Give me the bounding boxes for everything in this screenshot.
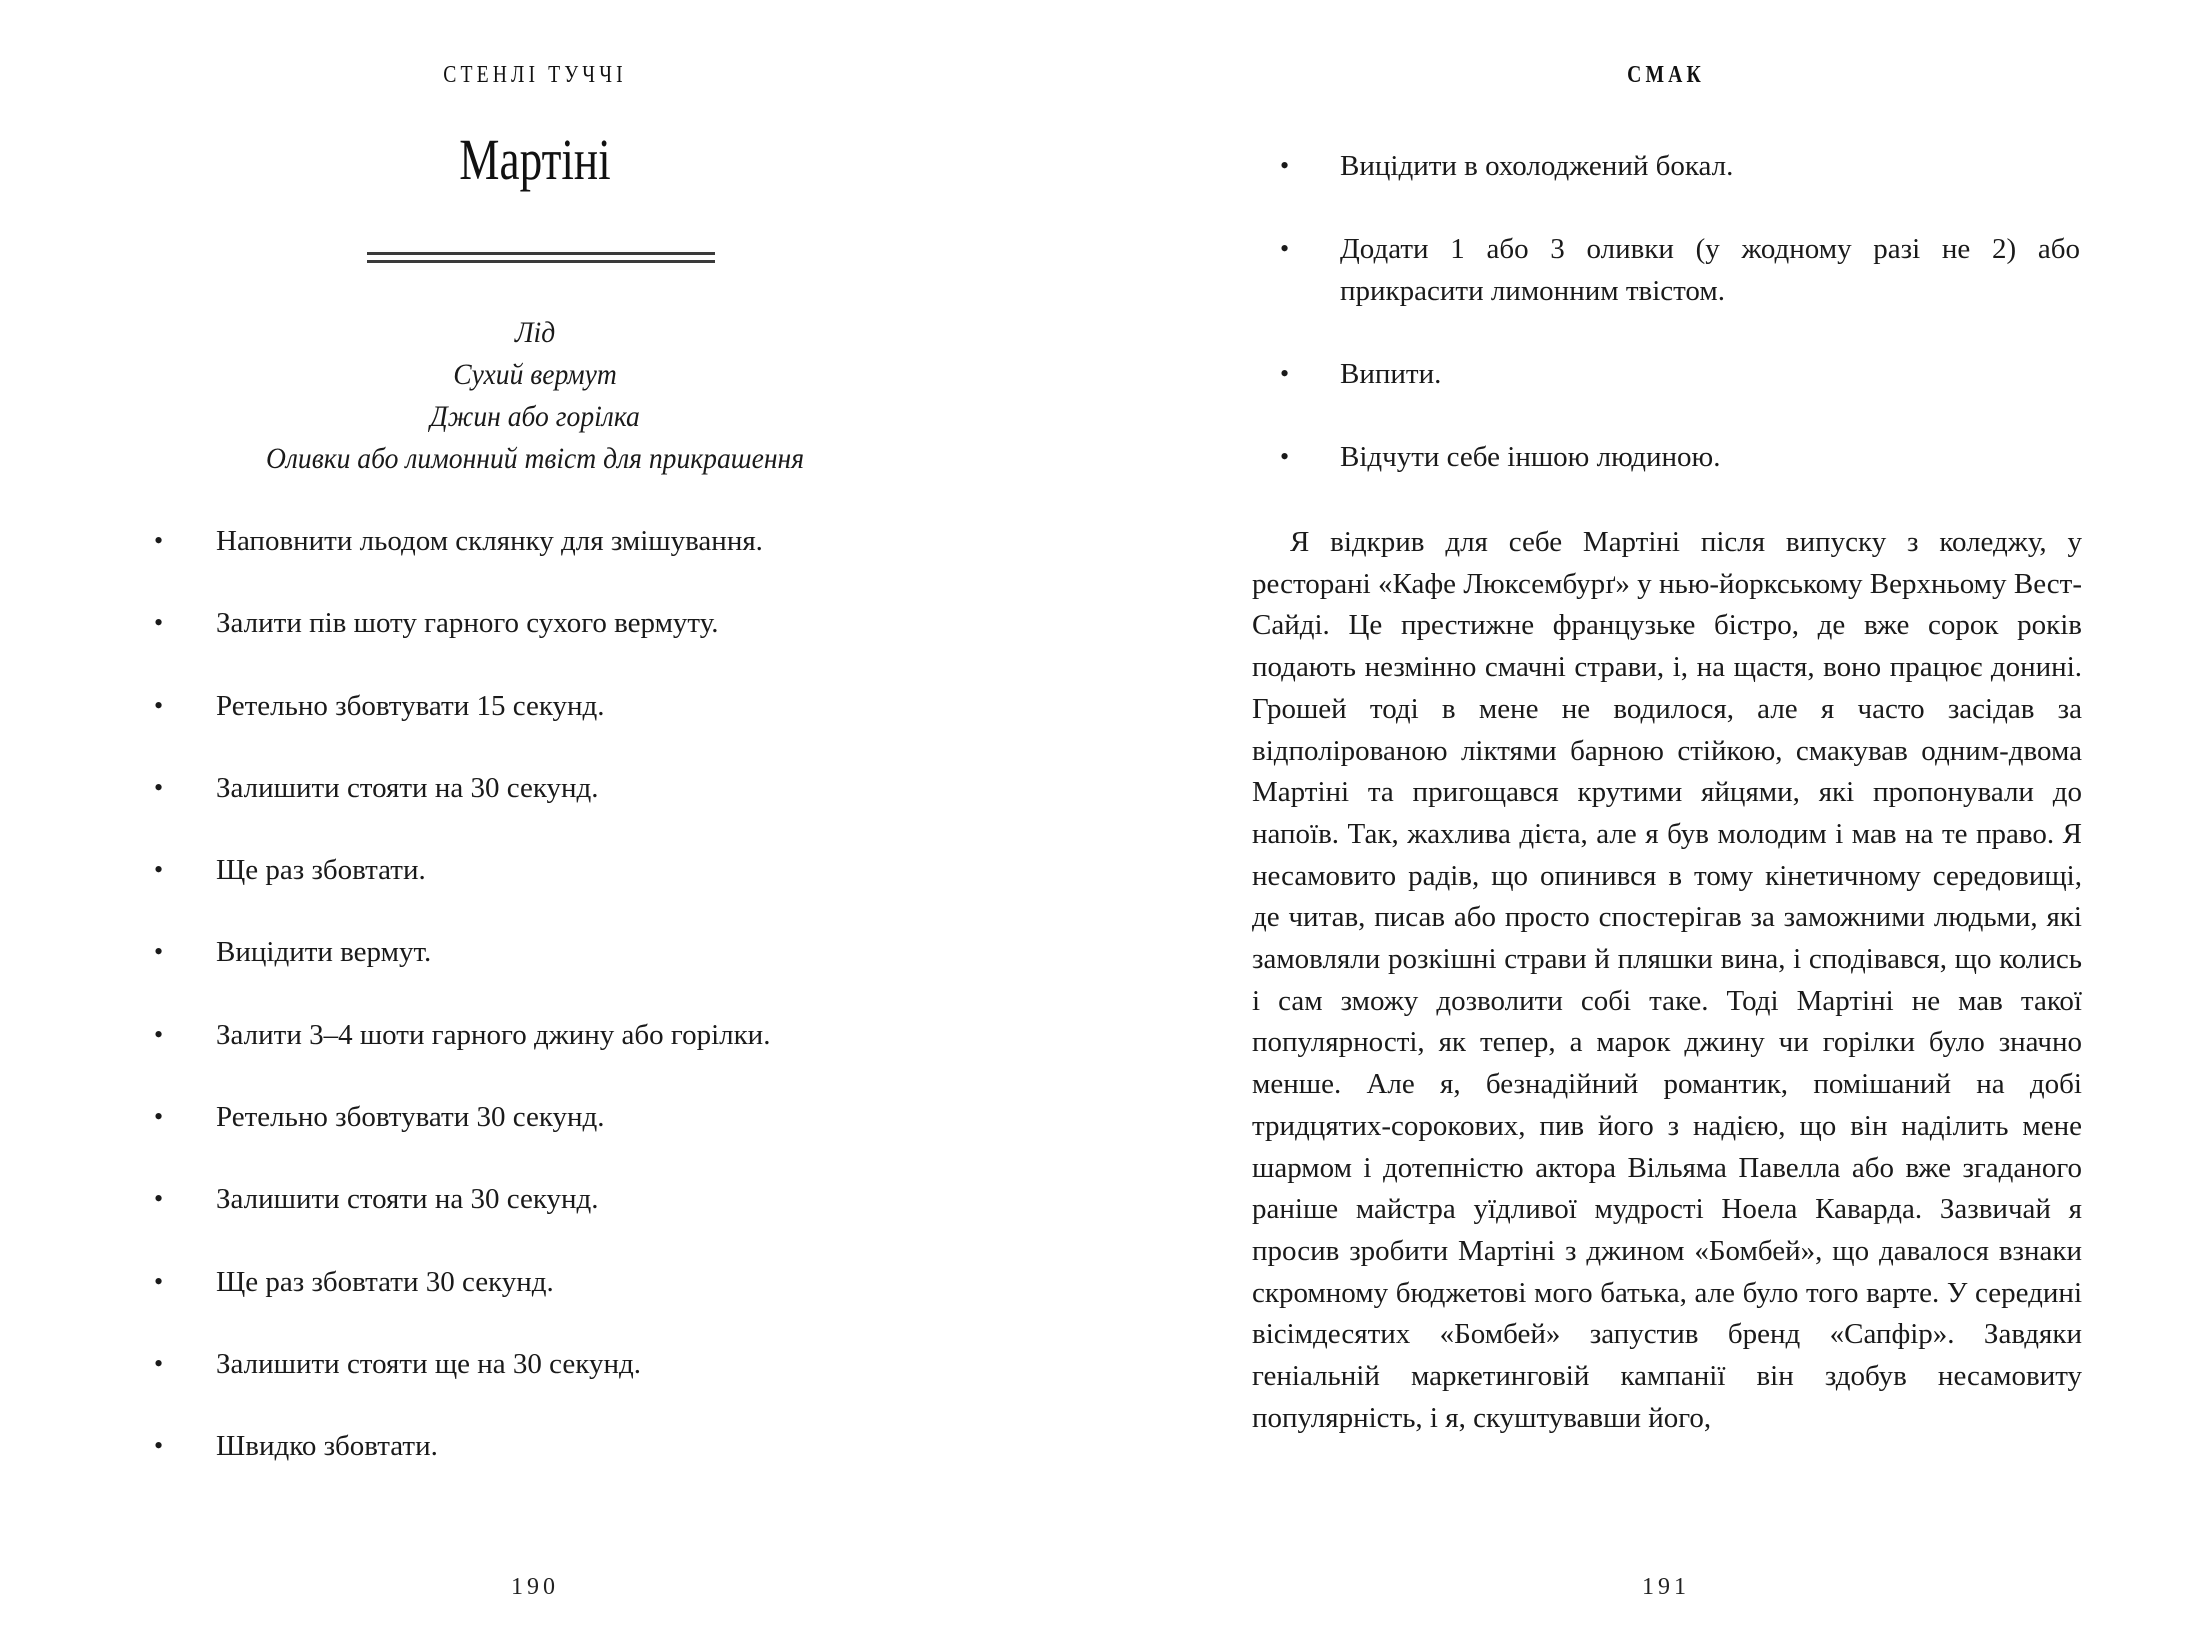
recipe-step: [150, 602, 950, 684]
bullet-icon: •: [154, 1348, 164, 1378]
bullet-icon: •: [154, 772, 164, 802]
running-head-author: СТЕНЛІ ТУЧЧІ: [443, 62, 627, 88]
bullet-icon: •: [154, 937, 164, 967]
recipe-step: [150, 520, 950, 602]
recipe-steps-continued: [1280, 145, 2190, 519]
recipe-step: [1280, 228, 2190, 312]
recipe-step: [150, 1178, 950, 1260]
step-text: Ретельно збовтувати 30 секунд.: [216, 1101, 605, 1134]
page-number: 191: [1642, 1574, 1690, 1600]
step-text: Залити 3–4 шоти гарного джину або горілки.: [216, 1018, 771, 1051]
bullet-icon: •: [154, 608, 164, 638]
step-text: Наповнити льодом склянку для змішування.: [216, 525, 763, 557]
recipe-step: [150, 1343, 950, 1425]
double-rule-divider: [367, 252, 715, 264]
bullet-icon: •: [1280, 359, 1290, 388]
body-paragraph: Я відкрив для себе Мартіні після випуску з коледжу, у ресторані «Кафе Люксембурґ» у нью-йоркському Верхньому Вест-Сайді. Це престижне французьке бістро, де вже сорок років подають незмінно смачні страви, і, на щастя, воно працює донині. Грошей тоді в мене не водилося, але я часто засідав за відполірованою ліктями барною стійкою, смакував одним-двома Мартіні та пригощався крутими яйцями, які пропонували до напоїв. Так, жахлива дієта, але я був молодим і мав на те право. Я несамовито радів, що опинився в тому кінетичному середовищі, де читав, писав або просто спостерігав за заможними людьми, які замовляли розкішні страви й пляшки вина, і сподівався, що колись і сам зможу дозволити собі таке. Тоді Мартіні не мав такої популярності, як тепер, а марок джину чи горілки було значно менше. Але я, безнадійний романтик, помішаний на добі тридцятих-сорокових, пив його з надією, що він наділить мене шармом і дотепністю актора Вільяма Павелла або вже згаданого раніше майстра уїдливої мудрості Ноела Каварда. Зазвичай я просив зробити Мартіні з джином «Бомбей», що давалося взнаки скромному бюджетові мого батька, але було того варте. У середині вісімдесятих «Бомбей» запустив бренд «Сапфір». Завдяки геніальній маркетинговій кампанії він здобув несамовиту популярність, і я, скуштувавши його,: [1252, 526, 2082, 1434]
ingredient-item: Джин або горілка: [430, 400, 640, 433]
bullet-icon: •: [154, 855, 164, 885]
rule-line-top: [367, 252, 715, 255]
step-text: Ще раз збовтати.: [216, 854, 426, 887]
bullet-icon: •: [1280, 151, 1290, 180]
step-text: Залити пів шоту гарного сухого вермуту.: [216, 607, 719, 640]
bullet-icon: •: [154, 690, 164, 720]
bullet-icon: •: [154, 1102, 164, 1132]
recipe-step: [150, 767, 950, 849]
step-text: Вицідити вермут.: [216, 936, 432, 969]
right-page: [1100, 0, 2200, 1650]
step-text: Ретельно збовтувати 15 секунд.: [216, 689, 605, 722]
recipe-step: [1280, 353, 2190, 395]
chapter-title: Мартіні: [459, 127, 611, 192]
bullet-icon: •: [154, 1184, 164, 1214]
bullet-icon: •: [1280, 234, 1290, 263]
recipe-step: [150, 685, 950, 767]
step-text: Залишити стояти на 30 секунд.: [216, 1183, 599, 1216]
recipe-step: [150, 1014, 950, 1096]
step-text: Випити.: [1340, 358, 1442, 390]
ingredients-list: [185, 312, 885, 480]
ingredient-item: Лід: [514, 316, 556, 349]
bullet-icon: •: [154, 1266, 164, 1296]
step-text: Ще раз збовтати 30 секунд.: [216, 1265, 554, 1298]
step-text: Вицідити в охолоджений бокал.: [1340, 150, 1734, 182]
step-text: Швидко збовтати.: [216, 1430, 438, 1463]
bullet-icon: •: [154, 1019, 164, 1049]
rule-line-bottom: [367, 260, 715, 263]
bullet-icon: •: [1280, 442, 1290, 471]
step-text: Відчути себе іншою людиною.: [1340, 441, 1721, 473]
recipe-step: [1280, 436, 2190, 478]
recipe-step: [150, 931, 950, 1013]
step-text: Додати 1 або 3 оливки (у жодному разі не 2) або прикрасити лимонним твістом.: [1340, 233, 2080, 307]
recipe-steps-list: [150, 520, 950, 1508]
recipe-step: [150, 1096, 950, 1178]
step-text: Залишити стояти на 30 секунд.: [216, 771, 599, 804]
bullet-icon: •: [154, 526, 164, 555]
recipe-step: [150, 849, 950, 931]
ingredient-item: Оливки або лимонний твіст для прикрашення: [265, 442, 805, 475]
ingredient-item: Сухий вермут: [453, 358, 617, 391]
page-number: 190: [511, 1574, 559, 1600]
recipe-step: [1280, 145, 2190, 187]
step-text: Залишити стояти ще на 30 секунд.: [216, 1347, 641, 1380]
recipe-step: [150, 1425, 950, 1507]
bullet-icon: •: [154, 1431, 164, 1461]
recipe-step: [150, 1261, 950, 1343]
running-head-book-title: СМАК: [1627, 62, 1705, 88]
